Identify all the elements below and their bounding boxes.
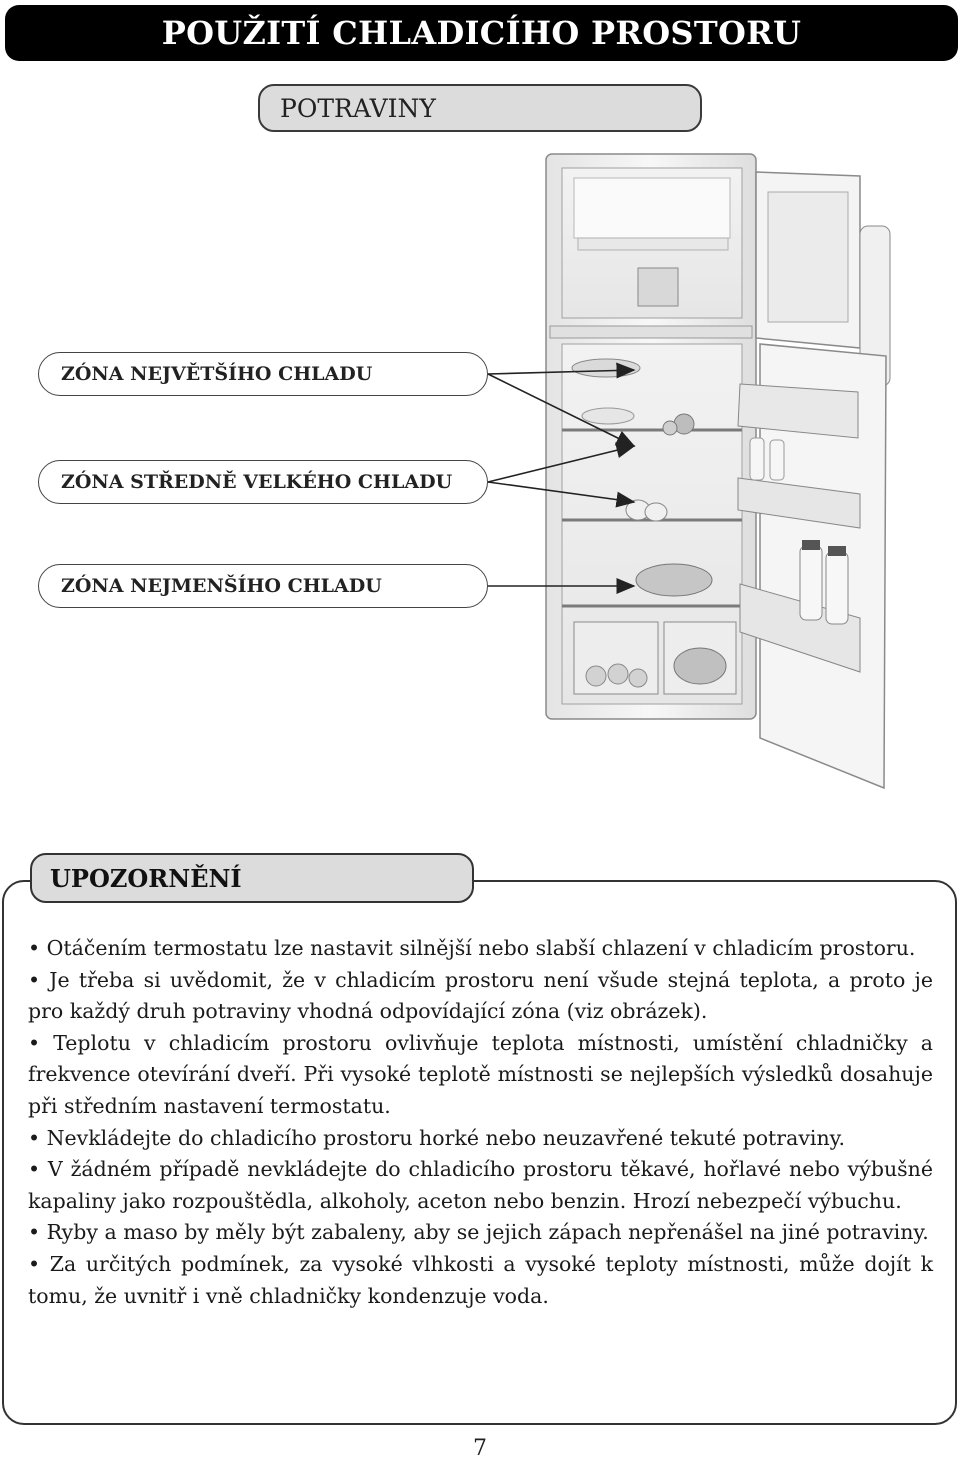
zone-label-coldest: ZÓNA NEJVĚTŠÍHO CHLADU	[38, 352, 488, 396]
notice-item: • Je třeba si uvědomit, že v chladicím prostoru není všude stejná teplota, a proto je pro každý druh potraviny vhodná odpovídající zóna (viz obrázek).	[28, 967, 933, 1024]
notice-item: • Otáčením termostatu lze nastavit silnější nebo slabší chlazení v chladicím prostoru.	[28, 936, 916, 960]
notice-item: • Za určitých podmínek, za vysoké vlhkosti a vysoké teploty místnosti, může dojít k tomu, že uvnitř i vně chladničky kondenzuje voda.	[28, 1251, 933, 1308]
fridge-illustration	[488, 148, 928, 808]
notice-item: • Nevkládejte do chladicího prostoru horké nebo neuzavřené tekuté potraviny.	[28, 1125, 846, 1150]
notice-item: • Teplotu v chladicím prostoru ovlivňuje teplota místnosti, umístění chladničky a frekvence otevírání dveří. Při vysoké teplotě místnosti se nejlepších výsledků dosahuje při středním nastavení termostatu.	[28, 1030, 933, 1118]
page-number: 7	[473, 1436, 487, 1461]
page-title: POUŽITÍ CHLADICÍHO PROSTORU	[5, 5, 958, 61]
notice-body	[28, 933, 933, 1312]
notice-title: UPOZORNĚNÍ	[30, 853, 474, 903]
zone-label-medium: ZÓNA STŘEDNĚ VELKÉHO CHLADU	[38, 460, 488, 504]
zone-label-least-cold: ZÓNA NEJMENŠÍHO CHLADU	[38, 564, 488, 608]
notice-item: • V žádném případě nevkládejte do chladicího prostoru těkavé, hořlavé nebo výbušné kapaliny jako rozpouštědla, alkoholy, aceton nebo benzin. Hrozí nebezpečí výbuchu.	[28, 1157, 933, 1213]
notice-item: • Ryby a maso by měly být zabaleny, aby se jejich zápach nepřenášel na jiné potraviny.	[28, 1220, 929, 1245]
section-heading-potraviny: POTRAVINY	[258, 84, 702, 132]
